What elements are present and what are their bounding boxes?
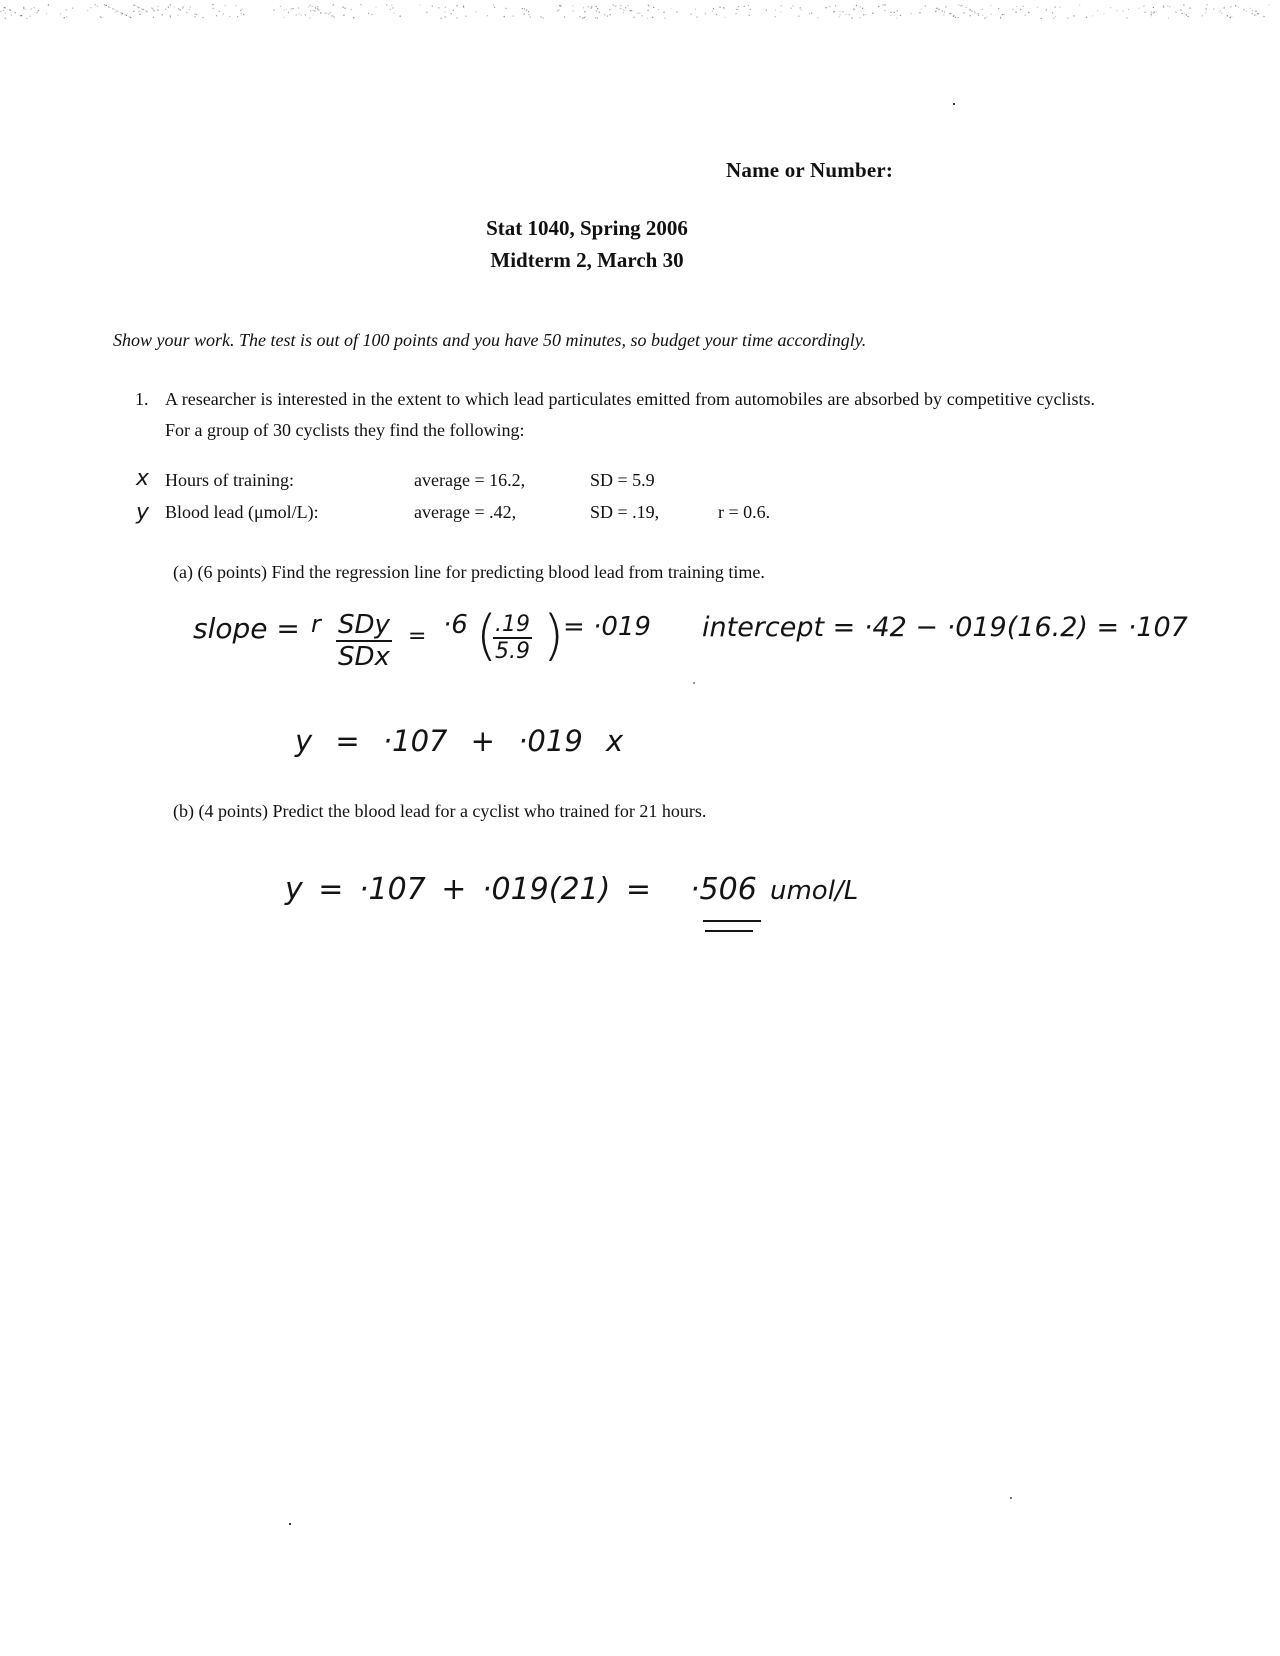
row-sd: SD = 5.9 (590, 470, 655, 490)
scan-noise-top (0, 0, 1280, 30)
speck (289, 1523, 291, 1525)
slope-label: slope = (193, 612, 300, 645)
part-a-text: (6 points) Find the regression line for predicting blood lead from training time. (197, 562, 765, 582)
part-b-label: (b) (173, 801, 194, 821)
value-numerator: .19 (495, 612, 530, 637)
part-b (173, 801, 706, 822)
annotation-x: x (136, 466, 150, 491)
equals-1: = (408, 624, 427, 649)
question-1 (135, 384, 1095, 446)
part-b-text: (4 points) Predict the blood lead for a cyclist who trained for 21 hours. (198, 801, 707, 821)
answer-underline-1 (703, 920, 761, 922)
speck (1010, 1497, 1012, 1499)
sd-fraction (336, 610, 392, 672)
prediction-unit: umol/L (770, 876, 859, 906)
sd-denominator: SDx (338, 642, 390, 672)
name-or-number-label: Name or Number: (726, 158, 894, 182)
row-label: Hours of training: (165, 470, 294, 490)
part-a-label: (a) (173, 562, 193, 582)
row-average: average = .42, (414, 502, 517, 522)
answer-underline-2 (705, 930, 753, 932)
slope-r: r (311, 610, 321, 638)
slope-result: = ·019 (563, 612, 651, 642)
data-row-blood-lead (0, 502, 1280, 532)
instructions: Show your work. The test is out of 100 points and you have 50 minutes, so budget your time accordingly. (113, 330, 867, 350)
r-value: ·6 (443, 610, 468, 640)
value-denominator: 5.9 (495, 639, 530, 664)
row-sd: SD = .19, (590, 502, 660, 522)
prediction-lhs: y = ·107 + ·019(21) = (285, 872, 652, 907)
paren-right: ) (543, 604, 565, 667)
data-row-hours (0, 466, 1280, 500)
sd-numerator: SDy (338, 610, 390, 640)
exam-line: Midterm 2, March 30 (490, 248, 684, 272)
slope-work (193, 606, 673, 686)
prediction-work (285, 872, 925, 942)
row-average: average = 16.2, (414, 470, 526, 490)
question-text: A researcher is interested in the extent to which lead particulates emitted from automobiles are absorbed by competitive cyclists. For a group of 30 cyclists they find the following: (165, 389, 1095, 440)
speck (693, 682, 695, 684)
course-line: Stat 1040, Spring 2006 (486, 216, 688, 240)
row-r: r = 0.6. (718, 502, 771, 522)
part-a (173, 562, 765, 583)
intercept-work: intercept = ·42 − ·019(16.2) = ·107 (702, 612, 1188, 643)
annotation-y: y (136, 500, 150, 525)
speck (953, 103, 955, 105)
row-label: Blood lead (μmol/L): (165, 502, 319, 522)
prediction-value: ·506 (690, 872, 757, 907)
regression-line-equation: y = ·107 + ·019 x (295, 724, 624, 758)
question-number: 1. (135, 389, 149, 409)
exam-title (0, 212, 1174, 276)
paren-left: ( (476, 604, 498, 667)
value-fraction (493, 612, 532, 664)
